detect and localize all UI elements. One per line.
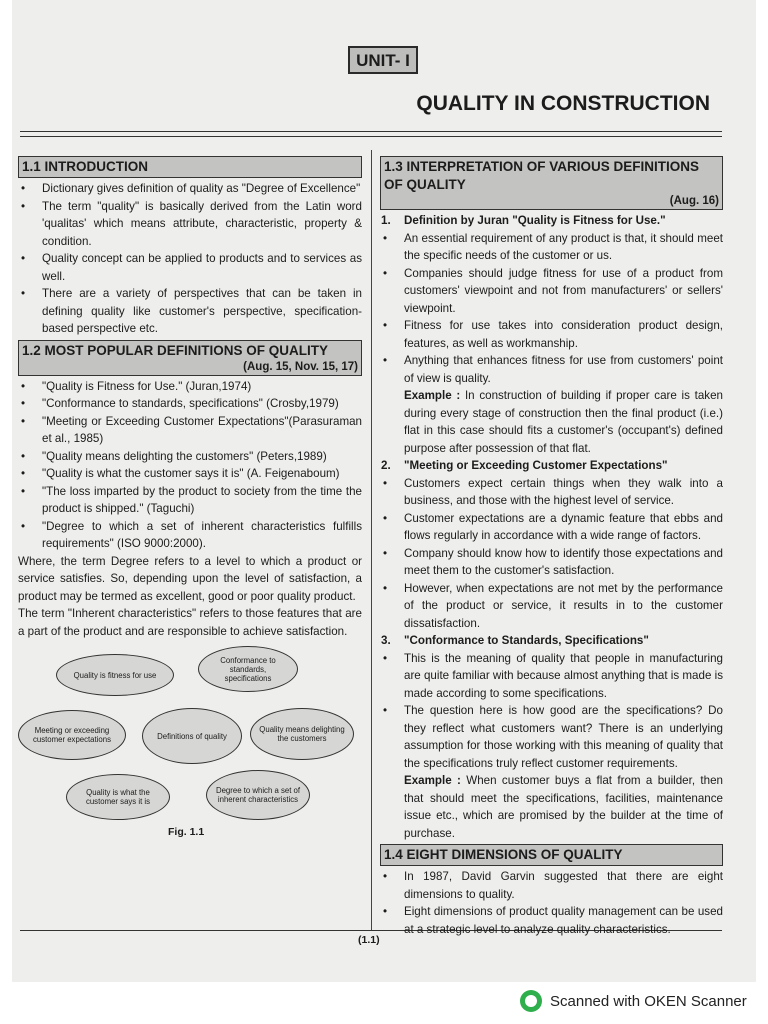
diagram-node-degree: Degree to which a set of inherent characteristics (206, 770, 310, 820)
item-number: 3. (381, 634, 391, 647)
unit-label: UNIT- I (348, 46, 418, 74)
divider (20, 131, 722, 132)
section-title: 1.2 MOST POPULAR DEFINITIONS OF QUALITY (22, 342, 329, 358)
section-heading-definitions (18, 340, 362, 376)
numbered-heading (380, 457, 723, 475)
item-title: "Meeting or Exceeding Customer Expectations" (404, 459, 668, 472)
page-number: (1.1) (358, 934, 380, 946)
diagram-node-meeting: Meeting or exceeding customer expectations (18, 710, 126, 760)
list-item: • This is the meaning of quality that people in manufacturing are quite familiar with because almost anything that is made is made according to some specifications. (380, 650, 723, 703)
list-item: • "The loss imparted by the product to society from the time the product is shipped." (Taguchi) (18, 483, 362, 518)
list-item: • Eight dimensions of product quality management can be used at a strategic level to analyze quality characteristics. (380, 903, 723, 938)
list-item: • "Conformance to standards, specifications" (Crosby,1979) (18, 395, 362, 413)
left-column (18, 156, 362, 842)
exam-reference: (Aug. 16) (669, 195, 719, 207)
list-item: • However, when expectations are not met by the performance of the product or service, it results in to the customer dissatisfaction. (380, 580, 723, 633)
list-item: • The term "quality" is basically derived from the Latin word 'qualitas' which means attribute, characteristic, property & condition. (18, 198, 362, 251)
section-heading-eight-dimensions: 1.4 EIGHT DIMENSIONS OF QUALITY (380, 844, 723, 866)
list-item: • "Quality is Fitness for Use." (Juran,1974) (18, 378, 362, 396)
section-title: 1.3 INTERPRETATION OF VARIOUS DEFINITIONS OF QUALITY (384, 159, 700, 192)
item-number: 2. (381, 459, 391, 472)
list-item: • Customers expect certain things when they walk into a business, and those with the highest level of service. (380, 475, 723, 510)
section-heading-interpretation (380, 156, 723, 210)
diagram-node-delighting: Quality means delighting the customers (250, 708, 354, 760)
paragraph: Where, the term Degree refers to a level to which a product or service satisfies. So, depending upon the level of satisfaction, a product may be termed as excellent, good or poor quality product. (18, 554, 362, 603)
list-item: • "Degree to which a set of inherent characteristics fulfills requirements" (ISO 9000:2000). (18, 518, 362, 553)
watermark-text: Scanned with OKEN Scanner (550, 992, 747, 1010)
example-paragraph (380, 772, 723, 842)
exam-reference: (Aug. 15, Nov. 15, 17) (243, 360, 358, 373)
numbered-heading (380, 212, 723, 230)
list-item: • In 1987, David Garvin suggested that there are eight dimensions to quality. (380, 868, 723, 903)
diagram-node-fitness: Quality is fitness for use (56, 654, 174, 696)
numbered-heading (380, 632, 723, 650)
list-item: • "Quality is what the customer says it is" (A. Feigenaboum) (18, 465, 362, 483)
diagram-node-conformance: Conformance to standards, specifications (198, 646, 298, 692)
figure-caption: Fig. 1.1 (168, 826, 205, 838)
list-item: • There are a variety of perspectives that can be taken in defining quality like customer's perspective, specification-based perspective etc. (18, 285, 362, 338)
list-item: • The question here is how good are the specifications? Do they reflect what customers want? There is an underlying assumption for those working with this meaning of quality that the specifications truly reflect customer requirements. (380, 702, 723, 772)
list-item: • "Quality means delighting the customers" (Peters,1989) (18, 448, 362, 466)
list-item: • Companies should judge fitness for use of a product from customers' viewpoint and not from manufacturers' or sellers' viewpoint. (380, 265, 723, 318)
example-text: In construction of building if proper care is taken during every stage of construction then the final product (i.e.) flat in this case should fits a customer's (occupant's) defined purpose after possession of that flat. (404, 389, 723, 455)
item-title: "Conformance to Standards, Specifications" (404, 634, 649, 647)
list-item: • Quality concept can be applied to products and to services as well. (18, 250, 362, 285)
list-item: • Dictionary gives definition of quality as "Degree of Excellence" (18, 180, 362, 198)
diagram-node-says: Quality is what the customer says it is (66, 774, 170, 820)
definitions-diagram (18, 646, 362, 842)
example-label: Example : (404, 389, 461, 402)
page-title: QUALITY IN CONSTRUCTION (416, 92, 710, 115)
list-item: • Company should know how to identify those expectations and meet them to the customer's satisfaction. (380, 545, 723, 580)
section-heading-introduction: 1.1 INTRODUCTION (18, 156, 362, 178)
list-item: • Customer expectations are a dynamic feature that ebbs and flows regularly in accordance with a wide range of factors. (380, 510, 723, 545)
diagram-node-center: Definitions of quality (142, 708, 242, 764)
example-text: When customer buys a flat from a builder, then that should meet the specifications, facilities, maintenance issue etc., which are promised by the builder at the time of purchase. (404, 774, 723, 840)
scanner-logo-icon (520, 990, 542, 1012)
item-number: 1. (381, 214, 391, 227)
list-item: • Fitness for use takes into consideration product design, features, as well as workmanship. (380, 317, 723, 352)
paragraph: The term "Inherent characteristics" refers to those features that are a part of the product and are responsible to achieve satisfaction. (18, 607, 362, 638)
right-column (380, 156, 723, 938)
item-title: Definition by Juran "Quality is Fitness for Use." (404, 214, 666, 227)
example-paragraph (380, 387, 723, 457)
example-label: Example : (404, 774, 461, 787)
list-item: • An essential requirement of any product is that, it should meet the specific needs of the customer or us. (380, 230, 723, 265)
column-divider (371, 150, 372, 930)
scanner-watermark (520, 990, 747, 1012)
divider (20, 136, 722, 137)
list-item: • Anything that enhances fitness for use from customers' point of view is quality. (380, 352, 723, 387)
list-item: • "Meeting or Exceeding Customer Expectations"(Parasuraman et al., 1985) (18, 413, 362, 448)
